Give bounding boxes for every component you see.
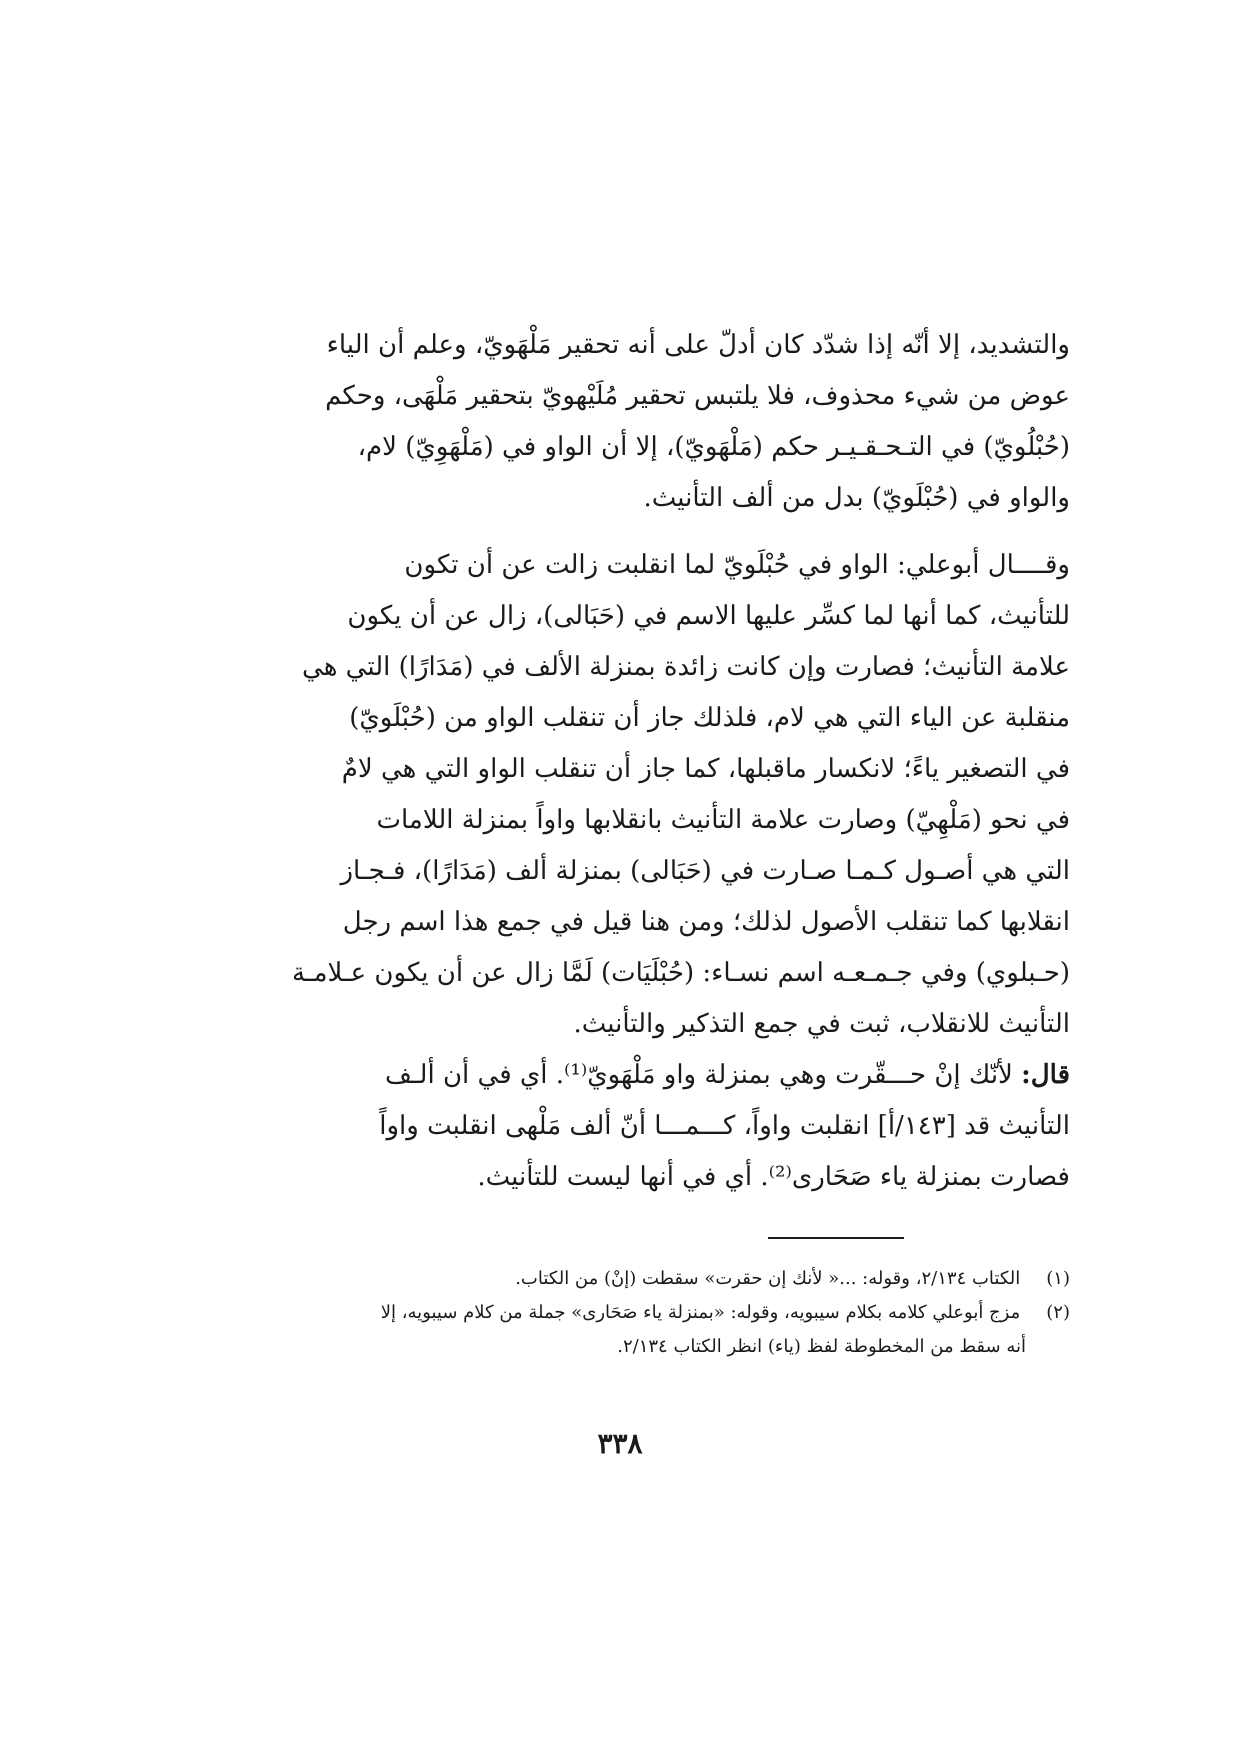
footnote-1 [195, 1262, 1070, 1296]
text-line [178, 1050, 1070, 1101]
text-line: والتشديد، إلا أنّه إذا شدّد كان أدلّ على أنه تحقير مَلْهَويّ، وعلم أن الياء [326, 330, 1070, 360]
text-line: والواو في (حُبْلَويّ) بدل من ألف التأنيث. [643, 483, 1070, 513]
text-line: عوض من شيء محذوف، فلا يلتبس تحقير مُلَيْهويّ بتحقير مَلْهَى، وحكم [325, 381, 1070, 411]
text-line: في التصغير ياءً؛ لانكسار ماقبلها، كما جاز أن تنقلب الواو التي هي لامٌ [341, 754, 1070, 784]
footnotes [195, 1262, 1070, 1364]
footnote-text: مزج أبوعلي كلامه بكلام سيبويه، وقوله: «بمنزلة ياء صَحَارى» جملة من كلام سيبويه، إلا [380, 1302, 1021, 1323]
text-line: علامة التأنيث؛ فصارت وإن كانت زائدة بمنزلة الألف في (مَدَارًا) التي هي [302, 652, 1070, 682]
text-line: منقلبة عن الياء التي هي لام، فلذلك جاز أن تنقلب الواو من (حُبْلَويّ) [349, 703, 1070, 733]
text-line: للتأنيث، كما أنها لما كسِّر عليها الاسم في (حَبَالى)، زال عن أن يكون [347, 601, 1070, 631]
footnote-separator [768, 1237, 904, 1239]
text-line: انقلابها كما تنقلب الأصول لذلك؛ ومن هنا قيل في جمع هذا اسم رجل [342, 907, 1070, 937]
text-line: التأنيث قد [١٤٣/أ] انقلبت واواً، كـــمـــا أنّ ألف مَلْهى انقلبت واواً [379, 1111, 1070, 1141]
page-number: ٣٣٨ [597, 1427, 643, 1460]
footnote-2 [195, 1296, 1070, 1330]
text-line: التأنيث للانقلاب، ثبت في جمع التذكير والتأنيث. [573, 1009, 1070, 1039]
quote-label: قال: [1021, 1060, 1070, 1090]
text-line: فصارت بمنزلة ياء صَحَارى⁽²⁾. أي في أنها ليست للتأنيث. [477, 1162, 1070, 1192]
text-line: (حُبْلُويّ) في التـحـقـيـر حكم (مَلْهَويّ)، إلا أن الواو في (مَلْهَوِيّ) لام، [357, 432, 1070, 462]
footnote-text: الكتاب ٢/١٣٤، وقوله: ...« لأنك إن حقرت» سقطت (إنْ) من الكتاب. [515, 1268, 1021, 1289]
paragraph-3 [178, 1050, 1070, 1203]
text-line: وقــــال أبوعلي: الواو في حُبْلَويّ لما انقلبت زالت عن أن تكون [404, 550, 1070, 580]
footnote-number: (١) [1046, 1268, 1070, 1289]
footnote-text-continuation: أنه سقط من المخطوطة لفظ (ياء) انظر الكتاب ٢/١٣٤. [617, 1336, 1026, 1357]
text-fragment: لأنّك إنْ حـــقّرت وهي بمنزلة واو مَلْهَويّ⁽¹⁾. أي في أن ألـف [385, 1060, 1013, 1090]
text-line: في نحو (مَلْهِيّ) وصارت علامة التأنيث بانقلابها واواً بمنزلة اللامات [376, 805, 1070, 835]
text-line: (حـبلوي) وفي جـمـعـه اسم نسـاء: (حُبْلَيَات) لَمَّا زال عن أن يكون عـلامـة [292, 958, 1070, 988]
paragraph-1 [178, 320, 1070, 524]
text-line: التي هي أصـول كـمـا صـارت في (حَبَالى) بمنزلة ألف (مَدَارًا)، فـجـاز [340, 856, 1070, 886]
paragraph-2 [178, 540, 1070, 1050]
footnote-number: (٢) [1046, 1302, 1070, 1323]
